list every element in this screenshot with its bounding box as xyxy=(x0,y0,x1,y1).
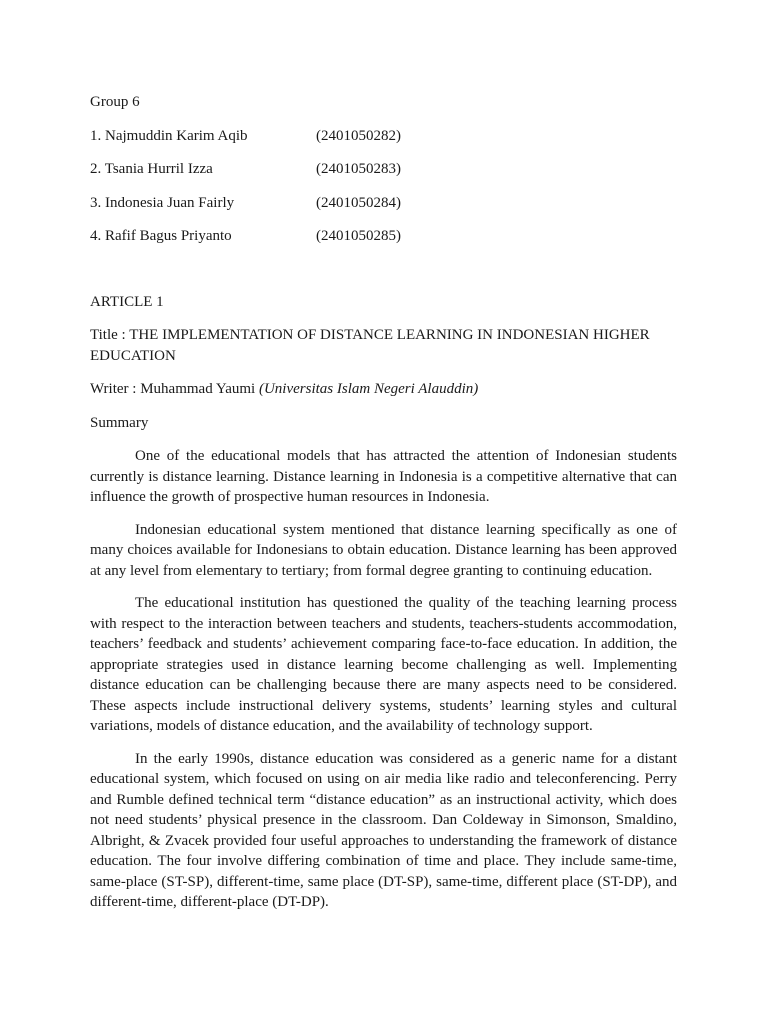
article-writer xyxy=(90,379,677,400)
member-name: 4. Rafif Bagus Priyanto xyxy=(90,228,232,244)
article-heading: ARTICLE 1 xyxy=(90,293,164,310)
member-id: (2401050284) xyxy=(316,194,401,211)
member-id: (2401050285) xyxy=(316,228,401,244)
writer-affiliation: (Universitas Islam Negeri Alauddin) xyxy=(258,381,479,397)
member-name: 2. Tsania Hurril Izza xyxy=(90,161,213,177)
summary-paragraph: The educational institution has questioned the quality of the teaching learning process with respect to the interaction between teachers and students, teachers-students accommodation, teachers’ feedback and students’ achievement comparing face-to-face education. In addition, the appropriate strategies used in distance learning become challenging as well. Implementing distance education can be challenging because there are many aspects need to be considered. These aspects include instructional delivery systems, students’ learning styles and cultural variations, models of distance education, and the availability of technology support. xyxy=(90,595,677,734)
section-spacer xyxy=(90,260,677,292)
member-name: 3. Indonesia Juan Fairly xyxy=(90,194,235,211)
article-title: Title : THE IMPLEMENTATION OF DISTANCE LEARNING IN INDONESIAN HIGHER EDUCATION xyxy=(90,327,650,364)
summary-paragraph: One of the educational models that has attracted the attention of Indonesian students currently is distance learning. Distance learning in Indonesia is a competitive alternative that can influence the growth of prospective human resources in Indonesia. xyxy=(90,448,677,505)
member-id: (2401050283) xyxy=(316,161,401,177)
member-id: (2401050282) xyxy=(316,127,401,144)
group-title: Group 6 xyxy=(90,94,140,110)
member-row xyxy=(90,126,677,147)
summary-paragraph: Indonesian educational system mentioned that distance learning specifically as one of many choices available for Indonesians to obtain education. Distance learning has been approved at any level from elementary to tertiary; from formal degree granting to continuing education. xyxy=(90,521,677,579)
member-row xyxy=(90,159,677,180)
writer-label: Writer : Muhammad Yaumi xyxy=(90,381,259,397)
summary-label: Summary xyxy=(90,414,149,431)
member-row xyxy=(90,193,677,214)
document-page xyxy=(90,92,677,925)
member-name: 1. Najmuddin Karim Aqib xyxy=(90,127,248,144)
member-row xyxy=(90,226,677,247)
summary-paragraph: In the early 1990s, distance education was considered as a generic name for a distant educational system, which focused on using on air media like radio and teleconferencing. Perry and Rumble defined technical term “distance education” as an instructional activity, which does not need students’ physical presence in the classroom. Dan Coldeway in Simonson, Smaldino, Albright, & Zvacek provided four useful approaches to understanding the framework of distance education. The four involve differing combination of time and place. They include same-time, same-place (ST-SP), different-time, same place (DT-SP), same-time, different place (ST-DP), and different-time, different-place (DT-DP). xyxy=(90,750,677,910)
